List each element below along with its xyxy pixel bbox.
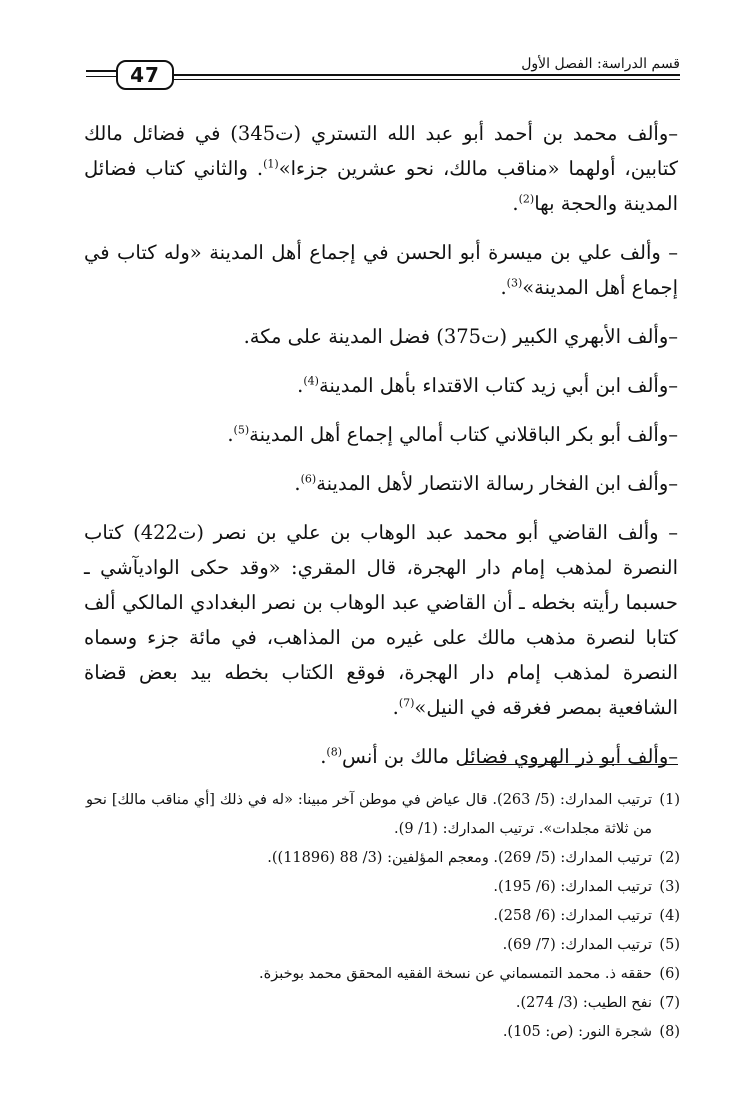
- footnote: [86, 1018, 680, 1047]
- paragraph: –وألف أبو ذر الهروي فضائل مالك بن أنس$^{(8)}$.: [320, 745, 678, 768]
- footnote-number: (1): [659, 792, 680, 808]
- paragraph: –وألف الأبهري الكبير (ت375) فضل المدينة على مكة.: [243, 325, 678, 348]
- paragraph: –وألف ابن أبي زيد كتاب الاقتداء بأهل المدينة$^{(4)}$.: [297, 374, 678, 397]
- footnote-text: ترتيب المدارك: (5/ 263). قال عياض في موطن آخر مبينا: «له في ذلك [أي مناقب مالك] نحو من ثلاثة مجلدات». ترتيب المدارك: (1/ 9).: [86, 792, 652, 837]
- paragraph: –وألف ابن الفخار رسالة الانتصار لأهل المدينة$^{(6)}$.: [294, 472, 678, 495]
- paragraph: –وألف محمد بن أحمد أبو عبد الله التستري (ت345) في فضائل مالك كتابين، أولهما «مناقب مالك، نحو عشرين جزءا»$^{(1)}$. والثاني كتاب فضائل المدينة والحجة بها$^{(2)}$.: [84, 122, 678, 215]
- footnote-text: ترتيب المدارك: (5/ 269). ومعجم المؤلفين: (3/ 88 (11896)).: [267, 850, 652, 866]
- footnote-number: (5): [659, 937, 680, 953]
- footnote-number: (3): [659, 879, 680, 895]
- footnote-number: (7): [659, 995, 680, 1011]
- footnote-ref[interactable]: (5): [233, 423, 250, 437]
- footnote: [86, 931, 680, 960]
- header-rule: [86, 76, 116, 77]
- footnote-text: ترتيب المدارك: (7/ 69).: [502, 937, 652, 953]
- footnote: [86, 960, 680, 989]
- header-rule: [86, 70, 116, 72]
- footnote: [86, 989, 680, 1018]
- footnote-text: حققه ذ. محمد التمسماني عن نسخة الفقيه المحقق محمد بوخبزة.: [258, 966, 652, 982]
- footnote-text: ترتيب المدارك: (6/ 258).: [493, 908, 652, 924]
- footnote-ref[interactable]: (1): [263, 157, 279, 171]
- footnote-number: (2): [659, 850, 680, 866]
- footnote-ref[interactable]: (4): [303, 374, 319, 388]
- footnote: [86, 873, 680, 902]
- header-rule: [174, 79, 680, 80]
- footnote-text: نفح الطيب: (3/ 274).: [515, 995, 652, 1011]
- footnote-separator: [464, 764, 678, 765]
- footnote-number: (4): [659, 908, 680, 924]
- page-number: 47: [116, 60, 174, 90]
- paragraph: – وألف القاضي أبو محمد عبد الوهاب بن علي بن نصر (ت422) كتاب النصرة لمذهب إمام دار الهجرة، قال المقري: «وقد حكى الواديآشي ـ حسبما رأيته بخطه ـ أن القاضي عبد الوهاب بن نصر البغدادي المالكي ألف كتابا لنصرة مذهب مالك على غيره من المذاهب، في مائة جزء وسماه النصرة لمذهب إمام دار الهجرة، فوقع الكتاب بخطه بيد بعض قضاة الشافعية بمصر فغرقه في النيل»$^{(7)}$.: [84, 521, 678, 719]
- page-header: [86, 56, 680, 94]
- footnote-ref[interactable]: (8): [326, 745, 342, 759]
- running-title: قسم الدراسة: الفصل الأول: [513, 56, 680, 72]
- footnote-number: (8): [659, 1024, 680, 1040]
- footnote-ref[interactable]: (7): [398, 696, 415, 710]
- footnote: [86, 786, 680, 844]
- header-rule: [174, 74, 680, 76]
- footnote-ref[interactable]: (3): [506, 276, 523, 290]
- footnote: [86, 902, 680, 931]
- footnote-ref[interactable]: (2): [518, 192, 535, 206]
- footnotes: [86, 786, 680, 1047]
- paragraph: –وألف أبو بكر الباقلاني كتاب أمالي إجماع أهل المدينة$^{(5)}$.: [227, 423, 678, 446]
- footnote-ref[interactable]: (6): [300, 472, 317, 486]
- footnote-text: شجرة النور: (ص: 105).: [502, 1024, 652, 1040]
- footnote: [86, 844, 680, 873]
- footnote-number: (6): [659, 966, 680, 982]
- main-text: [84, 116, 678, 788]
- footnote-text: ترتيب المدارك: (6/ 195).: [493, 879, 652, 895]
- paragraph: – وألف علي بن ميسرة أبو الحسن في إجماع أهل المدينة «وله كتاب في إجماع أهل المدينة»$^{(3)}$.: [84, 241, 678, 299]
